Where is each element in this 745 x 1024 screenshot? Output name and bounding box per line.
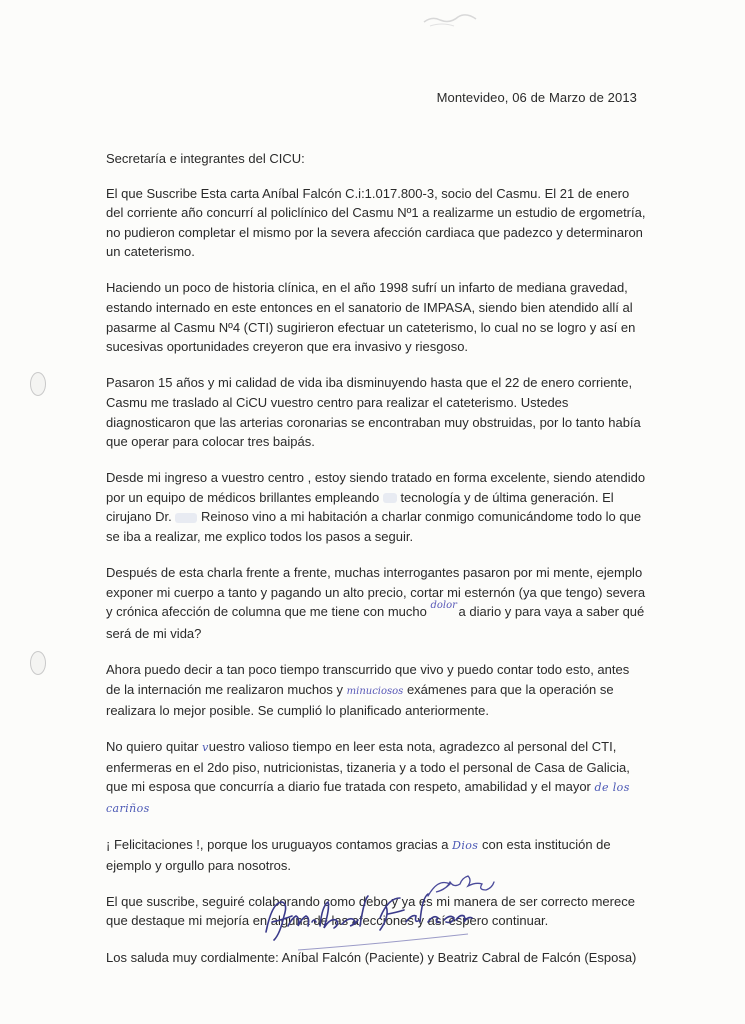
redacted-word	[383, 493, 397, 503]
punch-hole-top	[30, 372, 46, 396]
paragraph-9: El que suscribe, seguiré colaborando como debo y ya es mi manera de ser correcto merece que destaque mi mejoría en alguna de las afecciones y así espero continuar.	[106, 893, 635, 929]
paragraph-4-part-b: tecnología y de última generación. El cirujano Dr.	[106, 489, 614, 525]
handwritten-insert-cariños: de los cariños	[106, 781, 630, 816]
paragraph-3: Pasaron 15 años y mi calidad de vida iba disminuyendo hasta que el 22 de enero corriente, Casmu me traslado al CiCU vuestro centro para realizar el cateterismo. Ustedes diagnosticaron que las arterias coronarias se encontraban muy obstruidas, por lo tanto había que operar para colocar tres baipás.	[106, 375, 641, 450]
punch-hole-bottom	[30, 651, 46, 675]
paragraph-8-part-a: ¡ Felicitaciones !, porque los uruguayos contamos gracias a	[106, 837, 449, 853]
paragraph-6-part-b: exámenes para que la operación se realizara lo mejor posible. Se cumplió lo planificado anteriormente.	[106, 681, 614, 719]
paragraph-6-part-a: Ahora puedo decir a tan poco tiempo transcurrido que vivo y puedo contar todo esto, antes de la internación me realizaron muchos y	[106, 661, 630, 697]
paragraph-4	[106, 468, 646, 546]
letter-date: Montevideo, 06 de Marzo de 2013	[436, 90, 637, 105]
handwritten-signature	[258, 870, 538, 970]
scan-smudge	[420, 10, 480, 34]
paragraph-7-part-b: uestro valioso tiempo en leer esta nota, agradezco al personal del CTI, enfermeras en el 2do piso, nutricionistas, tizaneria y a todo el personal de Casa de Galicia, que mi esposa que concurría a diario fue tratada con respeto, amabilidad y el mayor	[106, 739, 630, 795]
paragraph-5	[106, 563, 646, 643]
handwritten-insert-minuciosos: minuciosos	[346, 685, 404, 697]
paragraph-5-part-b: a diario y para vaya a saber qué será de mi vida?	[106, 604, 645, 641]
paragraph-6	[106, 660, 646, 721]
handwritten-insert-dios: Dios	[452, 839, 479, 853]
handwritten-insert-dolor: dolor	[430, 600, 457, 612]
letter-body	[106, 149, 646, 984]
paragraph-4-part-c: Reinoso vino a mi habitación a charlar conmigo comunicándome todo lo que se iba a realizar, me explico todos los pasos a seguir.	[106, 509, 642, 544]
handwritten-correction-v: v	[202, 741, 209, 755]
paragraph-7-part-a: No quiero quitar	[106, 739, 199, 755]
closing-line: Los saluda muy cordialmente: Aníbal Falcón (Paciente) y Beatriz Cabral de Falcón (Esposa)	[106, 949, 637, 965]
paragraph-5-part-a: Después de esta charla frente a frente, muchas interrogantes pasaron por mi mente, ejemplo exponer mi cuerpo a tanto y pagando un alto precio, cortar mi esternón (ya que tengo) severa y crónica afección de columna que me tiene con mucho	[106, 565, 646, 620]
salutation: Secretaría e integrantes del CICU:	[106, 151, 305, 166]
paragraph-7	[106, 737, 646, 818]
paragraph-4-part-a: Desde mi ingreso a vuestro centro , estoy siendo tratado en forma excelente, siendo atendido por un equipo de médicos brillantes empleando	[106, 470, 646, 505]
paragraph-2: Haciendo un poco de historia clínica, en el año 1998 sufrí un infarto de mediana gravedad, estando internado en este entonces en el sanatorio de IMPASA, siendo bien atendido allí al pasarme al Casmu Nº4 (CTI) sugirieron efectuar un cateterismo, lo cual no se logro y así en sucesivas oportunidades creyeron que era invasivo y riesgoso.	[106, 280, 636, 355]
redacted-name	[175, 513, 197, 523]
paragraph-1: El que Suscribe Esta carta Aníbal Falcón C.i:1.017.800-3, socio del Casmu. El 21 de enero del corriente año concurrí al policlínico del Casmu Nº1 a realizarme un estudio de ergometría, no pudieron completar el mismo por la severa afección cardiaca que padezco y determinaron un cateterismo.	[106, 185, 646, 260]
paragraph-8-part-b: con esta institución de ejemplo y orgullo para nosotros.	[106, 837, 611, 873]
